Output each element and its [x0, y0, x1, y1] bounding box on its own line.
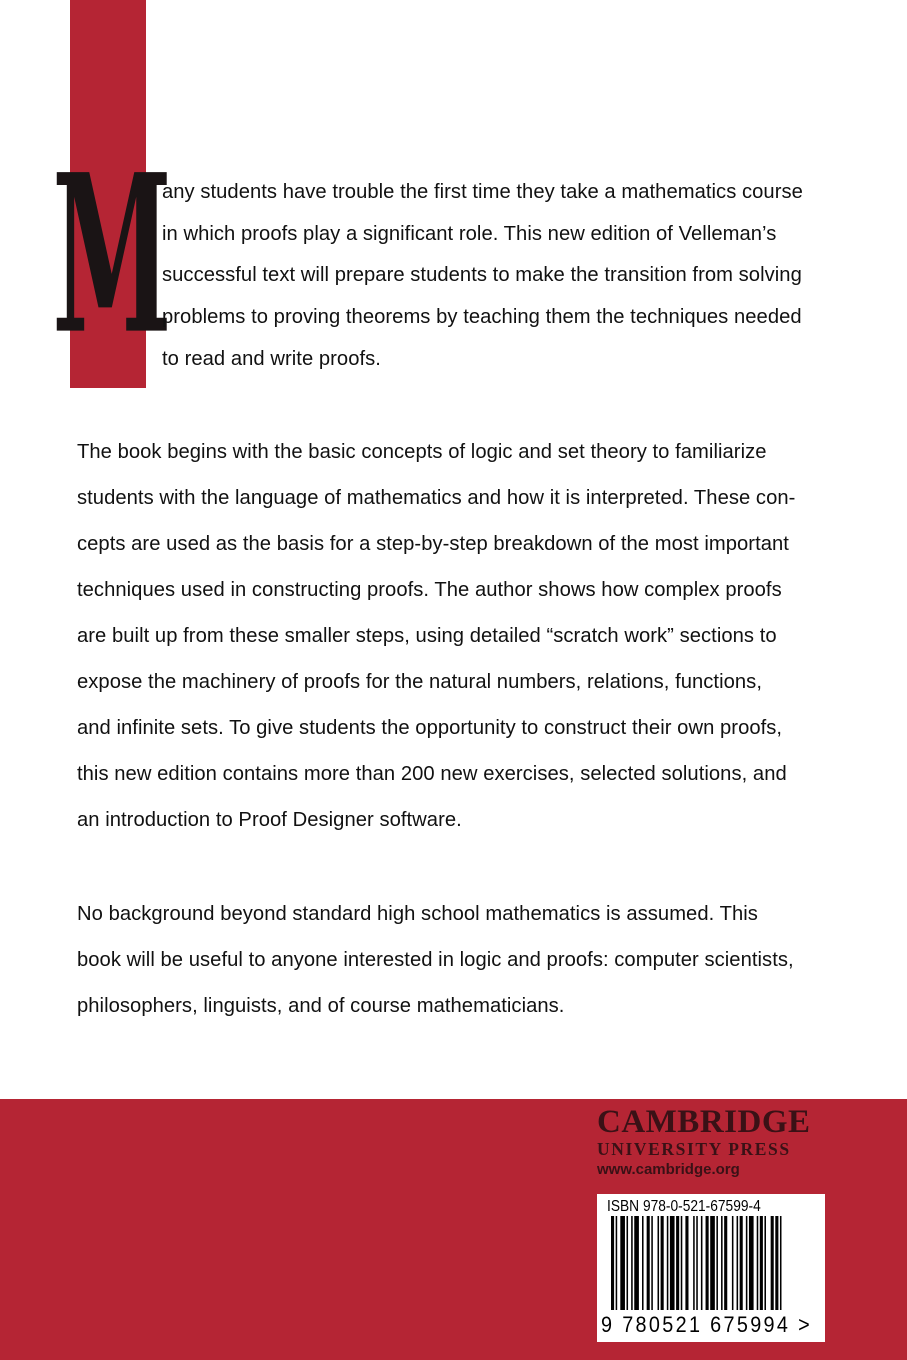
barcode-bar [616, 1216, 618, 1310]
barcode-bar [724, 1216, 727, 1310]
barcode-icon [597, 1216, 825, 1312]
text-line: students with the language of mathematics and how it is interpreted. These con- [77, 487, 796, 509]
text-line: any students have trouble the first time they take a mathematics course [162, 181, 803, 203]
barcode-bar [732, 1216, 734, 1310]
isbn-label: ISBN 978-0-521-67599-4 [607, 1198, 761, 1215]
text-line: techniques used in constructing proofs. The author shows how complex proofs [77, 579, 782, 601]
text-line: problems to proving theorems by teaching them the techniques needed [162, 306, 802, 329]
barcode-bar [681, 1216, 683, 1310]
publisher-subtitle: UNIVERSITY PRESS [597, 1139, 791, 1159]
barcode-bar [631, 1216, 633, 1310]
barcode-bar [721, 1216, 723, 1310]
text-line: The book begins with the basic concepts of logic and set theory to familiarize [77, 441, 767, 463]
barcode-bar [710, 1216, 715, 1310]
text-line: expose the machinery of proofs for the natural numbers, relations, functions, [77, 671, 762, 693]
closing-paragraph [77, 891, 794, 1029]
isbn-barcode-box [597, 1194, 825, 1342]
barcode-bar [757, 1216, 759, 1310]
text-line: philosophers, linguists, and of course mathematicians. [77, 995, 565, 1017]
barcode-bar [634, 1216, 639, 1310]
barcode-digits: 9 780521 675994 > [601, 1312, 813, 1337]
barcode-bar [716, 1216, 718, 1310]
text-line: book will be useful to anyone interested in logic and proofs: computer scientists, [77, 949, 794, 971]
intro-paragraph [162, 172, 803, 381]
barcode-bar [670, 1216, 675, 1310]
barcode-bar [696, 1216, 698, 1310]
barcode-bar [740, 1216, 743, 1310]
drop-cap-letter: M [52, 127, 172, 383]
publisher-logo [597, 1105, 827, 1181]
barcode-bar [746, 1216, 748, 1310]
text-line: to read and write proofs. [162, 347, 381, 370]
barcode-bar [661, 1216, 664, 1310]
barcode-bar [676, 1216, 679, 1310]
text-line: and infinite sets. To give students the opportunity to construct their own proofs, [77, 717, 783, 739]
barcode-bar [780, 1216, 782, 1310]
barcode-bar [647, 1216, 650, 1310]
barcode-bar [658, 1216, 660, 1310]
barcode-bar [775, 1216, 778, 1310]
publisher-url: www.cambridge.org [597, 1161, 740, 1178]
barcode-bar [685, 1216, 688, 1310]
text-line: an introduction to Proof Designer software. [77, 809, 462, 831]
barcode-bar [693, 1216, 695, 1310]
text-line: No background beyond standard high school mathematics is assumed. This [77, 903, 758, 925]
text-line: in which proofs play a significant role. This new edition of Velleman’s [162, 222, 777, 245]
publisher-name: CAMBRIDGE [597, 1104, 811, 1140]
barcode-bar [771, 1216, 774, 1310]
text-line: this new edition contains more than 200 new exercises, selected solutions, and [77, 763, 787, 785]
text-line: successful text will prepare students to make the transition from solving [162, 264, 802, 287]
barcode-bar [611, 1216, 614, 1310]
text-line: are built up from these smaller steps, using detailed “scratch work” sections to [77, 625, 777, 647]
barcode-bar [749, 1216, 754, 1310]
barcode-bar [620, 1216, 625, 1310]
barcode-bar [651, 1216, 653, 1310]
barcode-bar [627, 1216, 629, 1310]
barcode-bar [737, 1216, 739, 1310]
barcode-bar [760, 1216, 763, 1310]
text-line: cepts are used as the basis for a step-by-step breakdown of the most important [77, 533, 789, 555]
body-paragraph [77, 429, 795, 843]
barcode-bar [706, 1216, 709, 1310]
barcode-bar [642, 1216, 644, 1310]
barcode-bar [667, 1216, 669, 1310]
barcode-bar [701, 1216, 703, 1310]
barcode-bar [764, 1216, 766, 1310]
